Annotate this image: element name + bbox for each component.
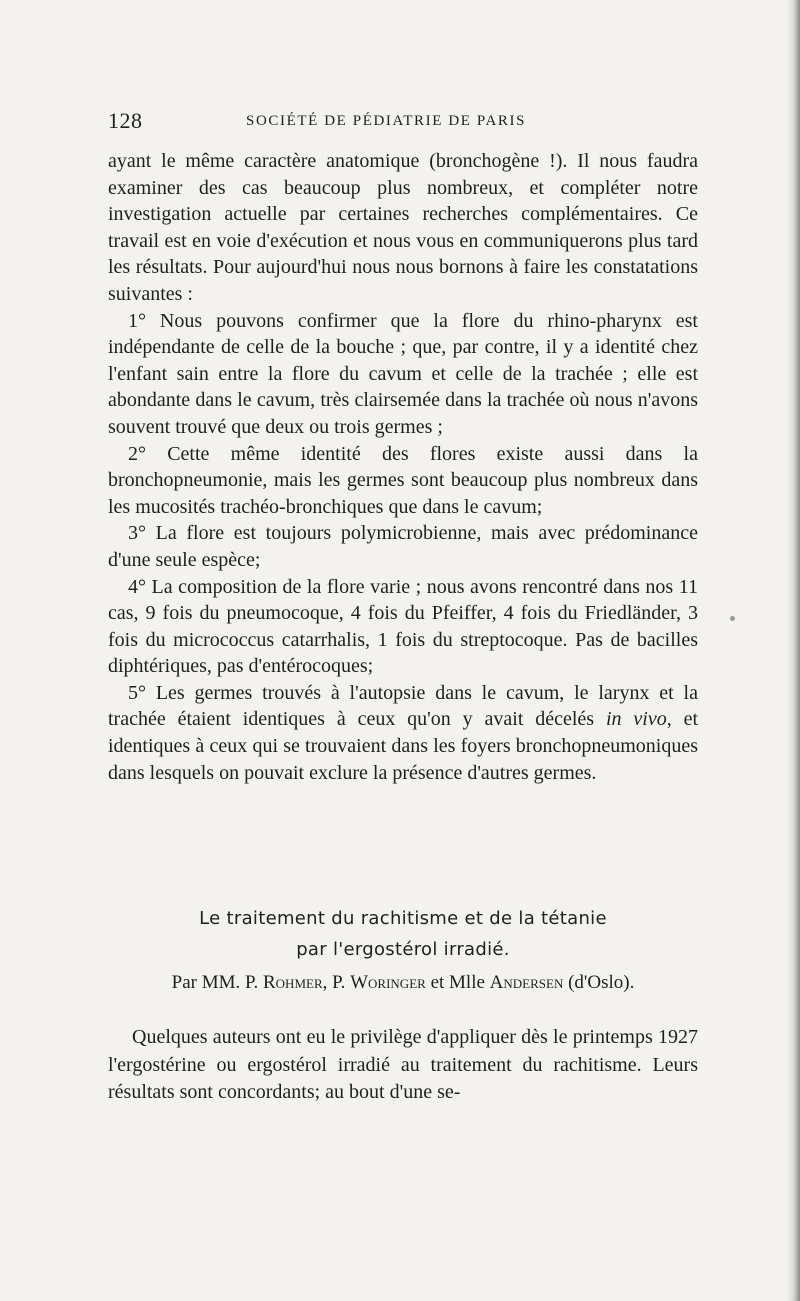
author-rohmer: Rohmer xyxy=(263,972,323,993)
authors-separator-1: , P. xyxy=(322,972,351,993)
authors-prefix: Par MM. P. xyxy=(171,972,263,993)
author-woringer: Woringer xyxy=(350,972,426,993)
paragraph-point-3: 3° La flore est toujours polymicrobienne, mais avec prédominance d'une seule espèce; xyxy=(108,522,698,571)
running-title: SOCIÉTÉ DE PÉDIATRIE DE PARIS xyxy=(246,113,527,129)
page-edge-shadow xyxy=(786,0,800,1301)
authors-separator-2: et Mlle xyxy=(425,972,490,993)
authors-suffix: (d'Oslo). xyxy=(563,972,635,993)
article-intro xyxy=(108,1024,698,1107)
article-authors xyxy=(108,971,698,995)
margin-dot-mark xyxy=(730,616,735,621)
article-intro-paragraph: Quelques auteurs ont eu le privilège d'appliquer dès le printemps 1927 l'ergostérine ou ergostérol irradié au traitement du rachitisme. Leurs résultats sont concordants; au bout d'une se- xyxy=(108,1026,698,1103)
article-title-line-1: Le traitement du rachitisme et de la tétanie xyxy=(199,908,607,929)
article-title-line-2: par l'ergostérol irradié. xyxy=(296,939,510,960)
paragraph-continuation: ayant le même caractère anatomique (bronchogène !). Il nous faudra examiner des cas beaucoup plus nombreux, et compléter notre investigation actuelle par certaines recherches complémentaires. Ce travail est en voie d'exécution et nous vous en communiquerons plus tard les résultats. Pour aujourd'hui nous nous bornons à faire les constatations suivantes : xyxy=(108,150,698,305)
article-title xyxy=(108,903,698,965)
point-5-italic: in vivo xyxy=(605,708,667,731)
page-header xyxy=(108,108,698,138)
point-5-text-b: , et identiques à ceux qui se trouvaient dans les foyers bronchopneumoniques dans lesquels on pouvait exclure la présence d'autres germes. xyxy=(108,708,699,784)
paragraph-point-4: 4° La composition de la flore varie ; nous avons rencontré dans nos 11 cas, 9 fois du pneumocoque, 4 fois du Pfeiffer, 4 fois du Friedländer, 3 fois du micrococcus catarrhalis, 1 fois du streptocoque. Pas de bacilles diphtériques, pas d'entérocoques; xyxy=(108,575,698,678)
paragraph-point-2: 2° Cette même identité des flores existe aussi dans la bronchopneumonie, mais les germes sont beaucoup plus nombreux dans les mucosités trachéo-bronchiques que dans le cavum; xyxy=(108,442,698,518)
body-text xyxy=(108,148,698,786)
page-number: 128 xyxy=(108,108,143,133)
paragraph-point-5 xyxy=(108,680,698,786)
author-andersen: Andersen xyxy=(489,972,564,993)
paragraph-point-1: 1° Nous pouvons confirmer que la flore du rhino-pharynx est indépendante de celle de la bouche ; que, par contre, il y a identité chez l'enfant sain entre la flore du cavum et celle de la trachée ; elle est abondante dans le cavum, très clairsemée dans la trachée où nous n'avons souvent trouvé que deux ou trois germes ; xyxy=(108,309,698,438)
point-5-text-a: 5° Les germes trouvés à l'autopsie dans le cavum, le larynx et la trachée étaient identiques à ceux qu'on y avait décelés xyxy=(108,681,698,731)
